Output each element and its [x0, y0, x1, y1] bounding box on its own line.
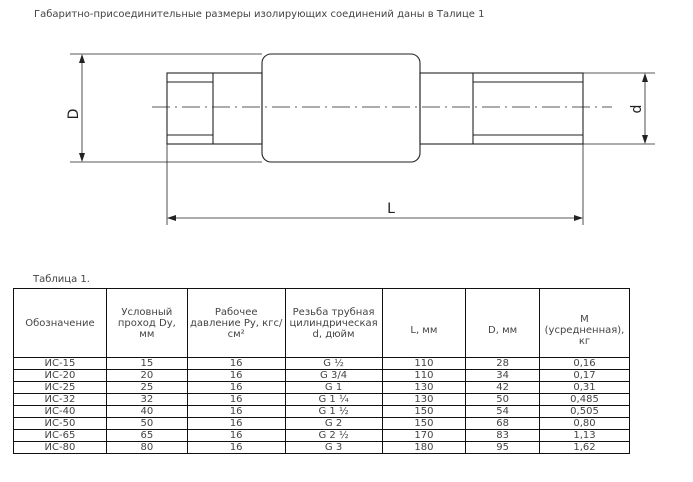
cell-mass: 1,13: [539, 430, 629, 442]
table-row: [14, 358, 630, 370]
table-row: [14, 430, 630, 442]
cell-mass: 0,17: [539, 370, 629, 382]
cell-mass: 0,505: [539, 406, 629, 418]
left-pipe: [167, 73, 262, 144]
cell-designation: ИС-50: [14, 418, 107, 430]
cell-working-pressure: 16: [187, 430, 285, 442]
cell-length: 110: [382, 358, 466, 370]
cell-diameter: 28: [466, 358, 540, 370]
cell-working-pressure: 16: [187, 406, 285, 418]
cell-length: 130: [382, 382, 466, 394]
cell-thread: G 3: [285, 442, 382, 454]
cell-working-pressure: 16: [187, 442, 285, 454]
label-d: d: [629, 104, 645, 114]
cell-nominal-bore: 80: [106, 442, 187, 454]
cell-nominal-bore: 20: [106, 370, 187, 382]
cell-designation: ИС-25: [14, 382, 107, 394]
cell-thread: G 2 ½: [285, 430, 382, 442]
cell-diameter: 42: [466, 382, 540, 394]
cell-working-pressure: 16: [187, 358, 285, 370]
cell-working-pressure: 16: [187, 418, 285, 430]
header-mass: M (усредненная), кг: [539, 289, 629, 358]
cell-length: 150: [382, 418, 466, 430]
cell-designation: ИС-15: [14, 358, 107, 370]
cell-mass: 0,31: [539, 382, 629, 394]
cell-length: 110: [382, 370, 466, 382]
cell-nominal-bore: 40: [106, 406, 187, 418]
cell-length: 150: [382, 406, 466, 418]
table-row: [14, 406, 630, 418]
table-row: [14, 370, 630, 382]
table-caption: Таблица 1.: [33, 274, 90, 285]
cell-mass: 1,62: [539, 442, 629, 454]
header-thread: Резьба трубная цилиндрическая d, дюйм: [285, 289, 382, 358]
cell-diameter: 95: [466, 442, 540, 454]
table-header-row: [14, 289, 630, 358]
cell-diameter: 54: [466, 406, 540, 418]
cell-working-pressure: 16: [187, 382, 285, 394]
cell-thread: G 1 ¼: [285, 394, 382, 406]
cell-length: 170: [382, 430, 466, 442]
cell-mass: 0,80: [539, 418, 629, 430]
cell-designation: ИС-20: [14, 370, 107, 382]
cell-designation: ИС-40: [14, 406, 107, 418]
cell-thread: G 3/4: [285, 370, 382, 382]
cell-working-pressure: 16: [187, 370, 285, 382]
cell-mass: 0,485: [539, 394, 629, 406]
label-L: L: [387, 201, 395, 217]
cell-diameter: 68: [466, 418, 540, 430]
cell-nominal-bore: 15: [106, 358, 187, 370]
table-row: [14, 394, 630, 406]
cell-mass: 0,16: [539, 358, 629, 370]
header-working-pressure: Рабочее давление Ру, кгс/см²: [187, 289, 285, 358]
cell-length: 130: [382, 394, 466, 406]
spec-table: [13, 288, 630, 454]
table-row: [14, 382, 630, 394]
header-nominal-bore: Условный проход Dу, мм: [106, 289, 187, 358]
cell-thread: G ½: [285, 358, 382, 370]
intro-text: Габаритно-присоединительные размеры изолирующих соединений даны в Талице 1: [34, 9, 485, 20]
dimension-drawing: [0, 30, 693, 235]
table-row: [14, 418, 630, 430]
cell-nominal-bore: 25: [106, 382, 187, 394]
cell-thread: G 1: [285, 382, 382, 394]
cell-nominal-bore: 50: [106, 418, 187, 430]
cell-thread: G 1 ½: [285, 406, 382, 418]
cell-designation: ИС-80: [14, 442, 107, 454]
cell-diameter: 50: [466, 394, 540, 406]
header-designation: Обозначение: [14, 289, 107, 358]
cell-working-pressure: 16: [187, 394, 285, 406]
table-row: [14, 442, 630, 454]
cell-designation: ИС-65: [14, 430, 107, 442]
cell-nominal-bore: 65: [106, 430, 187, 442]
label-D: D: [66, 108, 82, 120]
insulating-body: [262, 54, 420, 162]
header-diameter: D, мм: [466, 289, 540, 358]
cell-length: 180: [382, 442, 466, 454]
cell-diameter: 83: [466, 430, 540, 442]
cell-thread: G 2: [285, 418, 382, 430]
cell-nominal-bore: 32: [106, 394, 187, 406]
cell-diameter: 34: [466, 370, 540, 382]
header-length: L, мм: [382, 289, 466, 358]
cell-designation: ИС-32: [14, 394, 107, 406]
right-pipe: [420, 73, 583, 144]
